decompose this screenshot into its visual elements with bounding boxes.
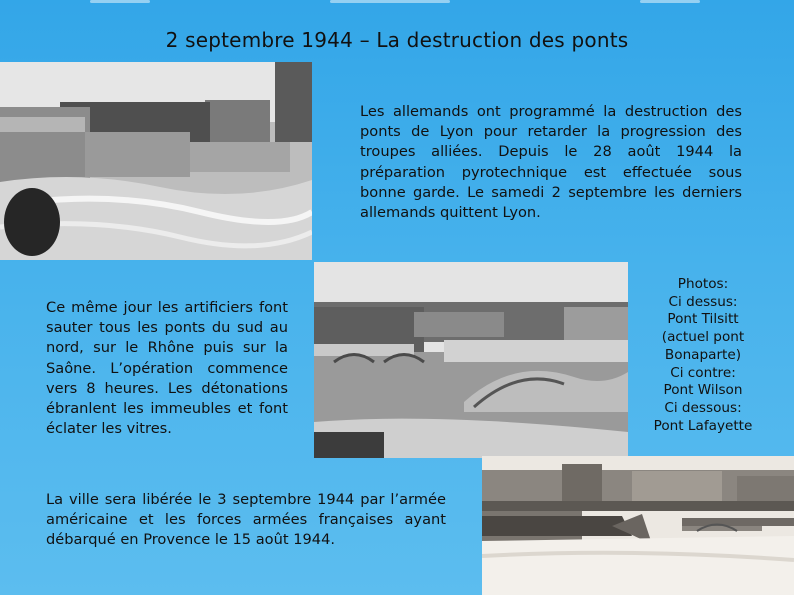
caption-line: Ci contre: [670, 364, 736, 381]
caption-line: Bonaparte) [664, 346, 742, 363]
slide-title: 2 septembre 1944 – La destruction des ponts [165, 28, 629, 52]
caption-line: Ci dessus: [668, 293, 738, 310]
photo-pont-lafayette [482, 456, 794, 595]
photo-pont-tilsitt [0, 62, 312, 260]
intro-paragraph: Les allemands ont programmé la destruction des ponts de Lyon pour retarder la progression des troupes alliées. Depuis le 28 août 1944 la préparation pyrotechnique est effectuée sous bonne garde. Le samedi 2 septembre les derniers allemands quittent Lyon. [360, 103, 742, 222]
caption-line: Pont Wilson [663, 382, 743, 399]
caption-line: Pont Lafayette [653, 417, 753, 434]
photo-pont-wilson [314, 262, 628, 458]
photo-captions [644, 276, 762, 435]
liberation-paragraph: La ville sera libérée le 3 septembre 1944 par l’armée américaine et les forces armées françaises ayant débarqué en Provence le 15 août 1944. [46, 491, 446, 549]
caption-line: (actuel pont [661, 329, 745, 346]
caption-line: Pont Tilsitt [667, 311, 739, 328]
caption-line: Ci dessous: [664, 399, 742, 416]
caption-line: Photos: [677, 276, 729, 292]
artificiers-paragraph: Ce même jour les artificiers font sauter tous les ponts du sud au nord, sur le Rhône puis sur la Saône. L’opération commence vers 8 heures. Les détonations ébranlent les immeubles et font éclater les vitres. [46, 299, 288, 438]
top-decoration [0, 0, 794, 6]
